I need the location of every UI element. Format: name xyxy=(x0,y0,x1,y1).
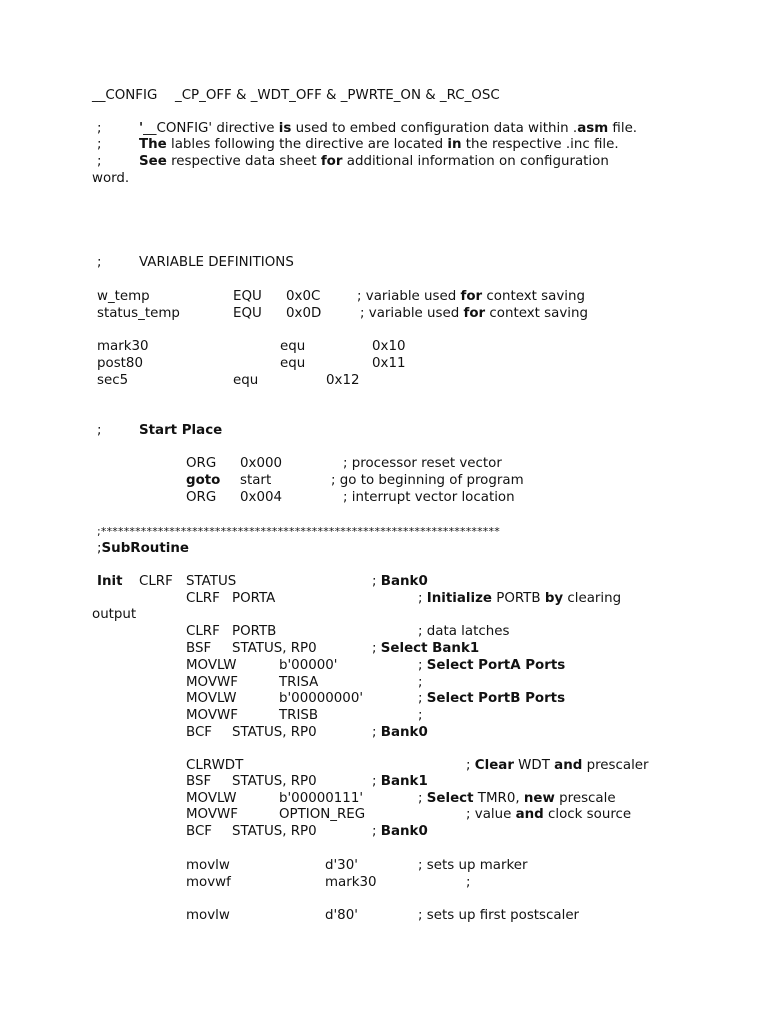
config-directive: __CONFIG xyxy=(92,88,158,103)
var-value: 0x12 xyxy=(326,373,360,388)
instr-op: MOVWF xyxy=(186,807,238,822)
instr-op: CLRF xyxy=(186,591,220,606)
instr-arg: d'30' xyxy=(325,858,358,873)
var-op: equ xyxy=(233,373,259,388)
subroutine-heading: ;SubRoutine xyxy=(97,541,189,556)
instr-op: BSF xyxy=(186,641,212,656)
instr-comment: ; Select Bank1 xyxy=(372,641,480,656)
init-label: Init xyxy=(97,574,123,589)
instr-arg: STATUS, RP0 xyxy=(232,774,317,789)
var-op: EQU xyxy=(233,289,262,304)
config-value: _CP_OFF & _WDT_OFF & _PWRTE_ON & _RC_OSC xyxy=(175,88,500,103)
comment-line: The lables following the directive are located in the respective .inc file. xyxy=(139,137,619,152)
instr-comment: ; sets up marker xyxy=(418,858,528,873)
instr-arg: 0x004 xyxy=(240,490,283,505)
instr-arg: STATUS, RP0 xyxy=(232,641,317,656)
var-comment: ; variable used for context saving xyxy=(360,306,588,321)
comment-semicolon: ; xyxy=(97,255,102,270)
var-value: 0x10 xyxy=(372,339,406,354)
comment-semicolon: ; xyxy=(97,121,102,136)
instr-comment: ; Bank0 xyxy=(372,574,428,589)
instr-comment: ; xyxy=(466,875,471,890)
instr-op: ORG xyxy=(186,456,217,471)
var-name: mark30 xyxy=(97,339,149,354)
instr-op: MOVWF xyxy=(186,708,238,723)
var-name: w_temp xyxy=(97,289,150,304)
instr-op: CLRF xyxy=(139,574,173,589)
comment-continuation: word. xyxy=(92,171,130,186)
instr-comment: ; interrupt vector location xyxy=(343,490,515,505)
instr-arg: mark30 xyxy=(325,875,377,890)
instr-op: MOVLW xyxy=(186,658,237,673)
instr-comment: ; Select PortB Ports xyxy=(418,691,566,706)
instr-op: CLRWDT xyxy=(186,758,244,773)
instr-arg: TRISB xyxy=(279,708,319,723)
instr-arg: PORTB xyxy=(232,624,277,639)
instr-comment: ; Select PortA Ports xyxy=(418,658,566,673)
instr-comment: ; processor reset vector xyxy=(343,456,502,471)
var-op: equ xyxy=(280,356,306,371)
var-value: 0x0C xyxy=(286,289,321,304)
section-heading: VARIABLE DEFINITIONS xyxy=(139,255,294,270)
instr-op: ORG xyxy=(186,490,217,505)
comment-line: '__CONFIG' directive is used to embed configuration data within .asm file. xyxy=(139,121,638,136)
var-op: equ xyxy=(280,339,306,354)
var-comment: ; variable used for context saving xyxy=(357,289,585,304)
instr-op: BSF xyxy=(186,774,212,789)
instr-op: movlw xyxy=(186,858,230,873)
instr-op: movlw xyxy=(186,908,230,923)
comment-semicolon: ; xyxy=(97,137,102,152)
instr-comment: ; go to beginning of program xyxy=(331,473,524,488)
instr-arg: b'00000000' xyxy=(279,691,364,706)
var-name: sec5 xyxy=(97,373,129,388)
instr-comment: ; Bank1 xyxy=(372,774,428,789)
instr-arg: STATUS, RP0 xyxy=(232,824,317,839)
instr-arg: STATUS, RP0 xyxy=(232,725,317,740)
instr-comment: ; xyxy=(418,708,423,723)
instr-arg: TRISA xyxy=(279,675,319,690)
instr-comment: ; Select TMR0, new prescale xyxy=(418,791,616,806)
instr-comment: ; xyxy=(418,675,423,690)
instr-op: CLRF xyxy=(186,624,220,639)
instr-comment: ; Initialize PORTB by clearing xyxy=(418,591,622,606)
separator-line: ;********************************************************************** xyxy=(97,525,500,538)
comment-semicolon: ; xyxy=(97,154,102,169)
var-value: 0x11 xyxy=(372,356,406,371)
comment-semicolon: ; xyxy=(97,423,102,438)
instr-comment: ; value and clock source xyxy=(466,807,632,822)
instr-arg: start xyxy=(240,473,272,488)
var-name: status_temp xyxy=(97,306,180,321)
var-value: 0x0D xyxy=(286,306,322,321)
instr-comment: ; data latches xyxy=(418,624,510,639)
section-heading: Start Place xyxy=(139,423,223,438)
instr-comment: ; Bank0 xyxy=(372,725,428,740)
instr-arg: 0x000 xyxy=(240,456,283,471)
instr-comment: ; Bank0 xyxy=(372,824,428,839)
instr-op: movwf xyxy=(186,875,231,890)
instr-arg: d'80' xyxy=(325,908,358,923)
instr-comment: ; sets up first postscaler xyxy=(418,908,580,923)
instr-op: MOVLW xyxy=(186,791,237,806)
var-name: post80 xyxy=(97,356,143,371)
instr-arg: b'00000111' xyxy=(279,791,364,806)
instr-op: BCF xyxy=(186,725,213,740)
instr-op: MOVLW xyxy=(186,691,237,706)
instr-op: MOVWF xyxy=(186,675,238,690)
instr-op: goto xyxy=(186,473,221,488)
instr-comment: ; Clear WDT and prescaler xyxy=(466,758,649,773)
comment-line: See respective data sheet for additional information on configuration xyxy=(139,154,609,169)
instr-arg: b'00000' xyxy=(279,658,338,673)
instr-arg: OPTION_REG xyxy=(279,807,366,822)
instr-arg: PORTA xyxy=(232,591,276,606)
comment-continuation: output xyxy=(92,607,137,622)
instr-op: BCF xyxy=(186,824,213,839)
var-op: EQU xyxy=(233,306,262,321)
instr-arg: STATUS xyxy=(186,574,237,589)
